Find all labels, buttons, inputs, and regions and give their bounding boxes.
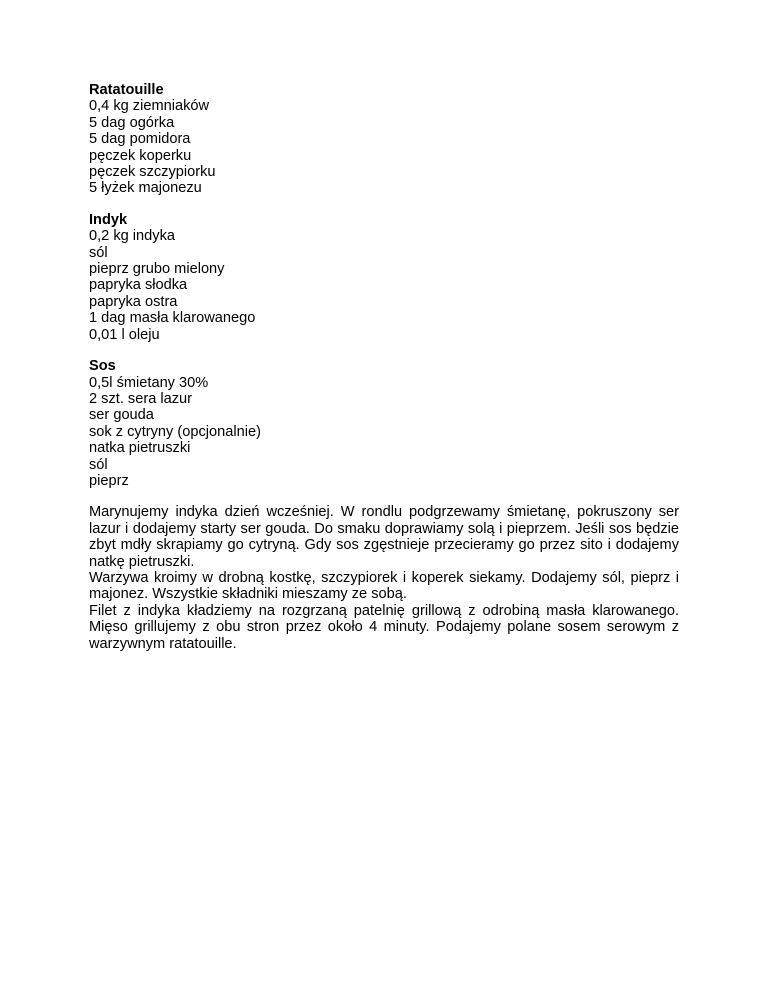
ingredient-list: [89, 375, 679, 490]
section-title: Indyk: [89, 211, 128, 228]
ingredient-item: sól: [89, 244, 108, 261]
ingredient-item: 0,2 kg indyka: [89, 228, 175, 245]
ingredient-item: 5 dag ogórka: [89, 114, 175, 131]
ingredient-item: papryka słodka: [89, 277, 188, 294]
ingredient-item: 1 dag masła klarowanego: [89, 310, 256, 327]
ingredient-item: pieprz grubo mielony: [89, 261, 225, 278]
instruction-paragraph: Filet z indyka kładziemy na rozgrzaną patelnię grillową z odrobiną masła klarowanego. Mięso grillujemy z obu stron przez około 4 minuty. Podajemy polane sosem serowym z warzywnym ratatouille.: [89, 602, 679, 652]
instruction-paragraph: Warzywa kroimy w drobną kostkę, szczypiorek i koperek siekamy. Dodajemy sól, pieprz i majonez. Wszystkie składniki mieszamy ze sobą.: [89, 569, 679, 603]
ingredient-item: 2 szt. sera lazur: [89, 390, 193, 407]
ingredient-item: pęczek szczypiorku: [89, 164, 216, 181]
section-indyk: [89, 212, 679, 343]
instruction-paragraph: Marynujemy indyka dzień wcześniej. W rondlu podgrzewamy śmietanę, pokruszony ser lazur i dodajemy starty ser gouda. Do smaku doprawiamy solą i pieprzem. Jeśli sos będzie zbyt mdły skrapiamy go cytryną. Gdy sos zgęstnieje przecieramy go przez sito i dodajemy natkę pietruszki.: [89, 504, 679, 570]
ingredient-item: pęczek koperku: [89, 147, 192, 164]
ingredient-list: [89, 98, 679, 196]
ingredient-item: 0,4 kg ziemniaków: [89, 98, 210, 115]
ingredient-item: 5 łyżek majonezu: [89, 180, 202, 197]
ingredient-item: sok z cytryny (opcjonalnie): [89, 423, 261, 440]
ingredient-item: pieprz: [89, 472, 129, 489]
ingredient-item: 5 dag pomidora: [89, 131, 191, 148]
ingredient-item: ser gouda: [89, 407, 154, 424]
section-title: Ratatouille: [89, 82, 164, 98]
ingredient-list: [89, 228, 679, 343]
section-ratatouille: [89, 82, 679, 197]
ingredient-item: 0,5l śmietany 30%: [89, 374, 209, 391]
ingredient-item: 0,01 l oleju: [89, 326, 160, 343]
ingredient-item: natka pietruszki: [89, 440, 191, 457]
section-sos: [89, 358, 679, 489]
instructions: [89, 504, 679, 652]
recipe-document: [89, 82, 679, 652]
section-title: Sos: [89, 358, 116, 375]
ingredient-item: sól: [89, 456, 108, 473]
ingredient-item: papryka ostra: [89, 293, 178, 310]
